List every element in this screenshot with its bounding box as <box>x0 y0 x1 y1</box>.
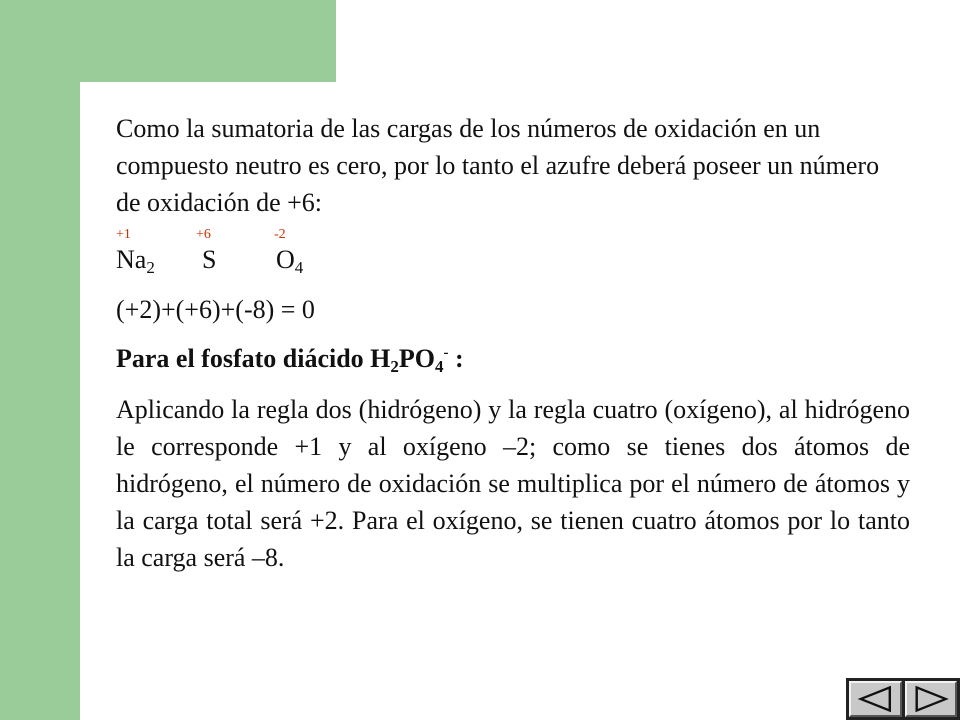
element-s: S <box>202 245 217 274</box>
triangle-right-icon <box>907 683 956 715</box>
navigation-controls <box>846 678 960 720</box>
slide-content <box>116 110 910 576</box>
oxidation-number-o: -2 <box>274 227 286 242</box>
formula-na2so4 <box>116 243 910 277</box>
triangle-left-icon <box>851 683 900 715</box>
body-paragraph: Aplicando la regla dos (hidrógeno) y la regla cuatro (oxígeno), al hidrógeno le corresponde +1 y al oxígeno –2; como se tienes dos átomos de hidrógeno, el número de oxidación se multiplica por el número de átomos y la carga total será +2. Para el oxígeno, se tienen cuatro átomos por lo tanto la carga será –8. <box>116 395 910 572</box>
oxidation-numbers-row <box>116 227 910 243</box>
element-na: $Na_2$ <box>116 245 155 277</box>
oxidation-number-s: +6 <box>196 227 211 242</box>
previous-button[interactable] <box>849 681 902 717</box>
next-button[interactable] <box>905 681 958 717</box>
oxidation-number-na: +1 <box>116 227 131 242</box>
element-o: $O_4$ <box>276 245 304 277</box>
top-decor-band <box>0 0 336 82</box>
left-decor-bar <box>0 0 80 720</box>
sum-equation: (+2)+(+6)+(-8) = 0 <box>116 295 315 324</box>
intro-paragraph: Como la sumatoria de las cargas de los números de oxidación en un compuesto neutro es cero, por lo tanto el azufre deberá poseer un número de oxidación de +6: <box>116 114 880 217</box>
section-heading: Para el fosfato diácido $H_2PO_4^-$ : <box>116 344 464 376</box>
